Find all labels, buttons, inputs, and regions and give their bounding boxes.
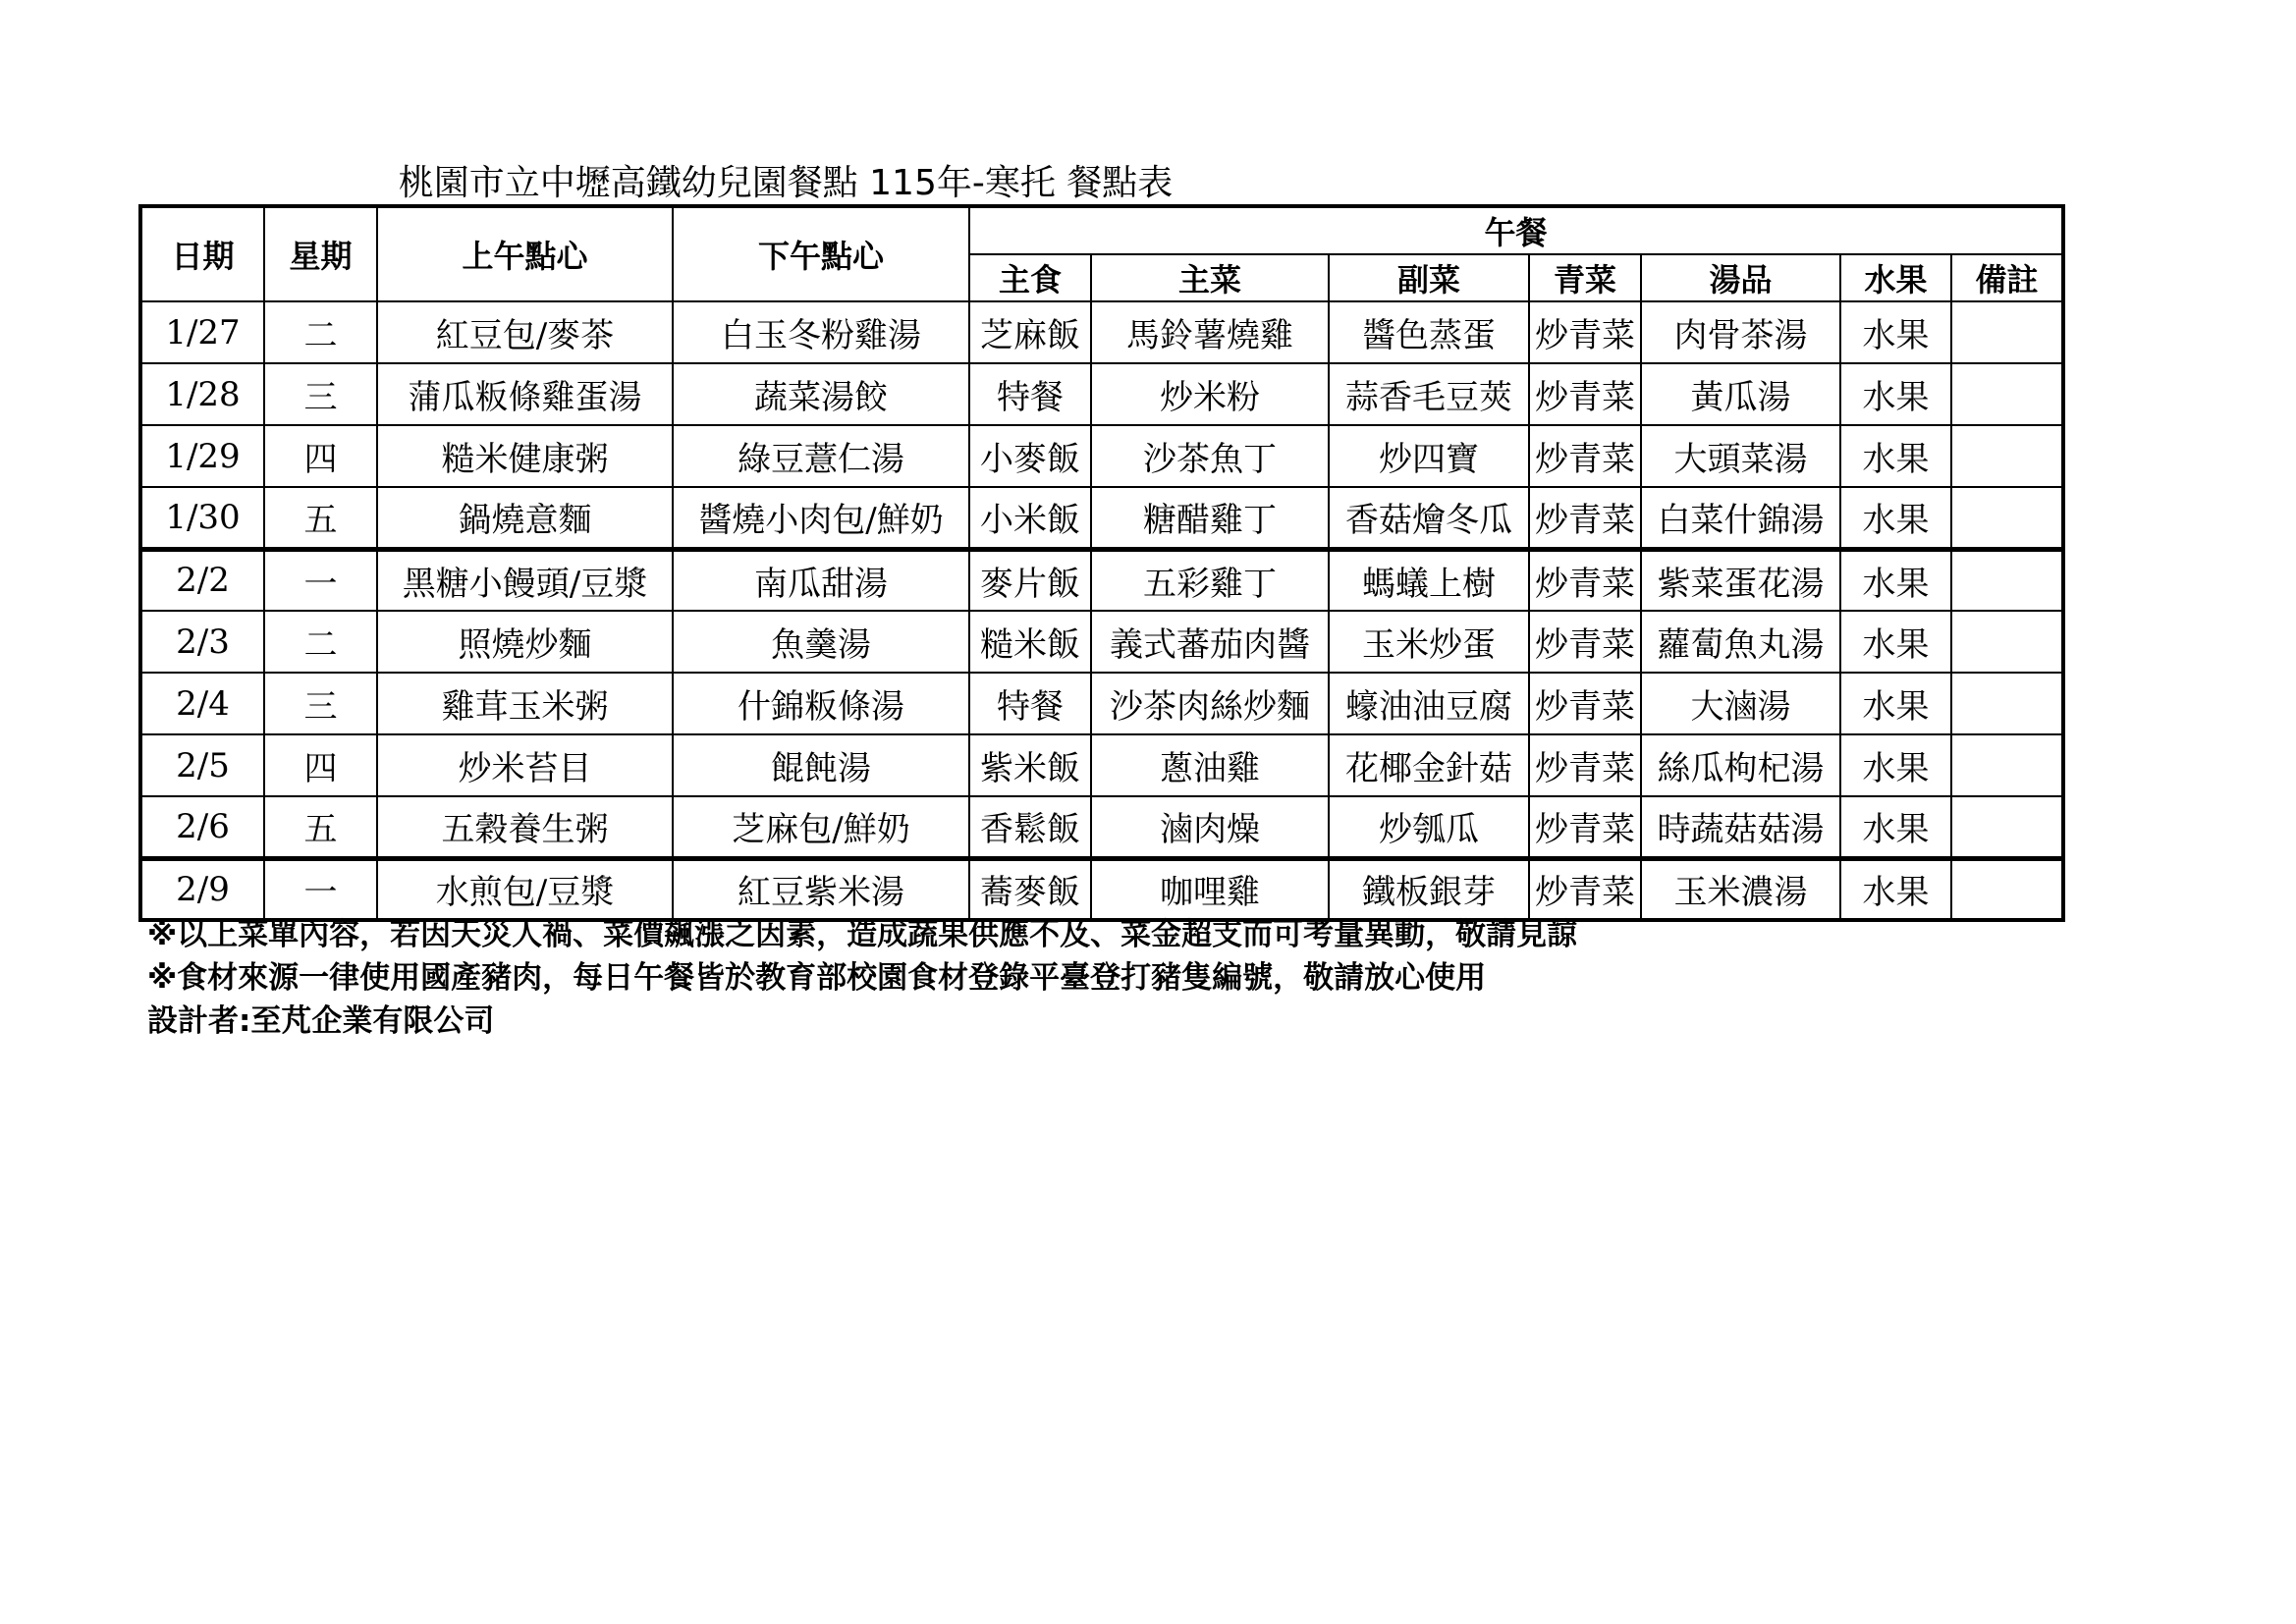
staple-cell: 麥片飯: [969, 549, 1091, 611]
soup-cell: 黃瓜湯: [1641, 363, 1840, 425]
main-cell: 五彩雞丁: [1091, 549, 1329, 611]
note-cell: [1951, 673, 2063, 734]
table-row: [140, 611, 2063, 673]
am-snack-cell: 炒米苔目: [377, 734, 673, 796]
weekday-cell: 三: [264, 673, 377, 734]
date-cell: 2/6: [140, 796, 264, 858]
table-row: [140, 487, 2063, 549]
table-row: [140, 549, 2063, 611]
staple-cell: 特餐: [969, 363, 1091, 425]
footnote-pork-source: ※食材來源一律使用國產豬肉，每日午餐皆於教育部校園食材登錄平臺登打豬隻編號，敬請放心使用: [147, 960, 1487, 996]
header-side: 副菜: [1329, 254, 1529, 301]
note-cell: [1951, 301, 2063, 363]
date-cell: 2/9: [140, 858, 264, 920]
soup-cell: 時蔬菇菇湯: [1641, 796, 1840, 858]
fruit-cell: 水果: [1840, 734, 1951, 796]
soup-cell: 大滷湯: [1641, 673, 1840, 734]
note-cell: [1951, 734, 2063, 796]
weekday-cell: 五: [264, 796, 377, 858]
side-cell: 炒四寶: [1329, 425, 1529, 487]
am-snack-cell: 糙米健康粥: [377, 425, 673, 487]
main-cell: 糖醋雞丁: [1091, 487, 1329, 549]
note-cell: [1951, 425, 2063, 487]
veg-cell: 炒青菜: [1529, 425, 1641, 487]
date-cell: 1/27: [140, 301, 264, 363]
staple-cell: 小麥飯: [969, 425, 1091, 487]
am-snack-cell: 黑糖小饅頭/豆漿: [377, 549, 673, 611]
table-row: [140, 858, 2063, 920]
main-cell: 義式蕃茄肉醬: [1091, 611, 1329, 673]
header-pm-snack: 下午點心: [673, 206, 969, 301]
main-cell: 滷肉燥: [1091, 796, 1329, 858]
fruit-cell: 水果: [1840, 796, 1951, 858]
am-snack-cell: 照燒炒麵: [377, 611, 673, 673]
side-cell: 蒜香毛豆莢: [1329, 363, 1529, 425]
main-cell: 炒米粉: [1091, 363, 1329, 425]
fruit-cell: 水果: [1840, 858, 1951, 920]
header-fruit: 水果: [1840, 254, 1951, 301]
veg-cell: 炒青菜: [1529, 363, 1641, 425]
note-cell: [1951, 796, 2063, 858]
side-cell: 玉米炒蛋: [1329, 611, 1529, 673]
veg-cell: 炒青菜: [1529, 734, 1641, 796]
weekday-cell: 二: [264, 301, 377, 363]
side-cell: 醬色蒸蛋: [1329, 301, 1529, 363]
table-row: [140, 734, 2063, 796]
note-cell: [1951, 549, 2063, 611]
table-row: [140, 301, 2063, 363]
header-date: 日期: [140, 206, 264, 301]
staple-cell: 香鬆飯: [969, 796, 1091, 858]
veg-cell: 炒青菜: [1529, 301, 1641, 363]
date-cell: 2/2: [140, 549, 264, 611]
side-cell: 香菇燴冬瓜: [1329, 487, 1529, 549]
fruit-cell: 水果: [1840, 301, 1951, 363]
fruit-cell: 水果: [1840, 673, 1951, 734]
side-cell: 炒瓠瓜: [1329, 796, 1529, 858]
date-cell: 1/28: [140, 363, 264, 425]
pm-snack-cell: 綠豆薏仁湯: [673, 425, 969, 487]
header-note: 備註: [1951, 254, 2063, 301]
staple-cell: 特餐: [969, 673, 1091, 734]
table-row: [140, 673, 2063, 734]
staple-cell: 紫米飯: [969, 734, 1091, 796]
header-soup: 湯品: [1641, 254, 1840, 301]
fruit-cell: 水果: [1840, 611, 1951, 673]
pm-snack-cell: 南瓜甜湯: [673, 549, 969, 611]
soup-cell: 紫菜蛋花湯: [1641, 549, 1840, 611]
date-cell: 1/30: [140, 487, 264, 549]
pm-snack-cell: 醬燒小肉包/鮮奶: [673, 487, 969, 549]
am-snack-cell: 蒲瓜粄條雞蛋湯: [377, 363, 673, 425]
pm-snack-cell: 什錦粄條湯: [673, 673, 969, 734]
date-cell: 2/4: [140, 673, 264, 734]
pm-snack-cell: 白玉冬粉雞湯: [673, 301, 969, 363]
soup-cell: 玉米濃湯: [1641, 858, 1840, 920]
veg-cell: 炒青菜: [1529, 487, 1641, 549]
soup-cell: 大頭菜湯: [1641, 425, 1840, 487]
am-snack-cell: 水煎包/豆漿: [377, 858, 673, 920]
pm-snack-cell: 紅豆紫米湯: [673, 858, 969, 920]
am-snack-cell: 鍋燒意麵: [377, 487, 673, 549]
footnote-price-change: ※以上菜單內容，若因天災人禍、菜價飆漲之因素，造成蔬果供應不及、菜金超支而可考量異動，敬請見諒: [147, 917, 1578, 952]
main-cell: 馬鈴薯燒雞: [1091, 301, 1329, 363]
date-cell: 1/29: [140, 425, 264, 487]
staple-cell: 糙米飯: [969, 611, 1091, 673]
staple-cell: 蕎麥飯: [969, 858, 1091, 920]
date-cell: 2/3: [140, 611, 264, 673]
am-snack-cell: 五穀養生粥: [377, 796, 673, 858]
header-am-snack: 上午點心: [377, 206, 673, 301]
fruit-cell: 水果: [1840, 363, 1951, 425]
header-staple: 主食: [969, 254, 1091, 301]
header-main: 主菜: [1091, 254, 1329, 301]
weekday-cell: 三: [264, 363, 377, 425]
staple-cell: 小米飯: [969, 487, 1091, 549]
pm-snack-cell: 魚羹湯: [673, 611, 969, 673]
header-lunch: 午餐: [969, 206, 2063, 254]
pm-snack-cell: 芝麻包/鮮奶: [673, 796, 969, 858]
note-cell: [1951, 858, 2063, 920]
side-cell: 蠔油油豆腐: [1329, 673, 1529, 734]
pm-snack-cell: 蔬菜湯餃: [673, 363, 969, 425]
soup-cell: 絲瓜枸杞湯: [1641, 734, 1840, 796]
veg-cell: 炒青菜: [1529, 796, 1641, 858]
veg-cell: 炒青菜: [1529, 611, 1641, 673]
date-cell: 2/5: [140, 734, 264, 796]
table-row: [140, 796, 2063, 858]
main-cell: 蔥油雞: [1091, 734, 1329, 796]
fruit-cell: 水果: [1840, 487, 1951, 549]
meal-table: [138, 204, 2065, 922]
side-cell: 鐵板銀芽: [1329, 858, 1529, 920]
staple-cell: 芝麻飯: [969, 301, 1091, 363]
soup-cell: 蘿蔔魚丸湯: [1641, 611, 1840, 673]
am-snack-cell: 雞茸玉米粥: [377, 673, 673, 734]
pm-snack-cell: 餛飩湯: [673, 734, 969, 796]
weekday-cell: 一: [264, 549, 377, 611]
note-cell: [1951, 487, 2063, 549]
side-cell: 螞蟻上樹: [1329, 549, 1529, 611]
main-cell: 沙茶肉絲炒麵: [1091, 673, 1329, 734]
note-cell: [1951, 363, 2063, 425]
weekday-cell: 四: [264, 734, 377, 796]
main-cell: 沙茶魚丁: [1091, 425, 1329, 487]
am-snack-cell: 紅豆包/麥茶: [377, 301, 673, 363]
footnote-designer: 設計者:至芃企業有限公司: [147, 1003, 495, 1039]
header-veg: 青菜: [1529, 254, 1641, 301]
weekday-cell: 四: [264, 425, 377, 487]
veg-cell: 炒青菜: [1529, 673, 1641, 734]
weekday-cell: 五: [264, 487, 377, 549]
veg-cell: 炒青菜: [1529, 858, 1641, 920]
weekday-cell: 一: [264, 858, 377, 920]
soup-cell: 白菜什錦湯: [1641, 487, 1840, 549]
soup-cell: 肉骨茶湯: [1641, 301, 1840, 363]
page-title: 桃園市立中壢高鐵幼兒園餐點 115年-寒托 餐點表: [398, 163, 1174, 203]
fruit-cell: 水果: [1840, 549, 1951, 611]
table-row: [140, 363, 2063, 425]
note-cell: [1951, 611, 2063, 673]
main-cell: 咖哩雞: [1091, 858, 1329, 920]
side-cell: 花椰金針菇: [1329, 734, 1529, 796]
header-weekday: 星期: [264, 206, 377, 301]
footnotes: [147, 913, 1577, 1043]
table-row: [140, 425, 2063, 487]
fruit-cell: 水果: [1840, 425, 1951, 487]
weekday-cell: 二: [264, 611, 377, 673]
veg-cell: 炒青菜: [1529, 549, 1641, 611]
